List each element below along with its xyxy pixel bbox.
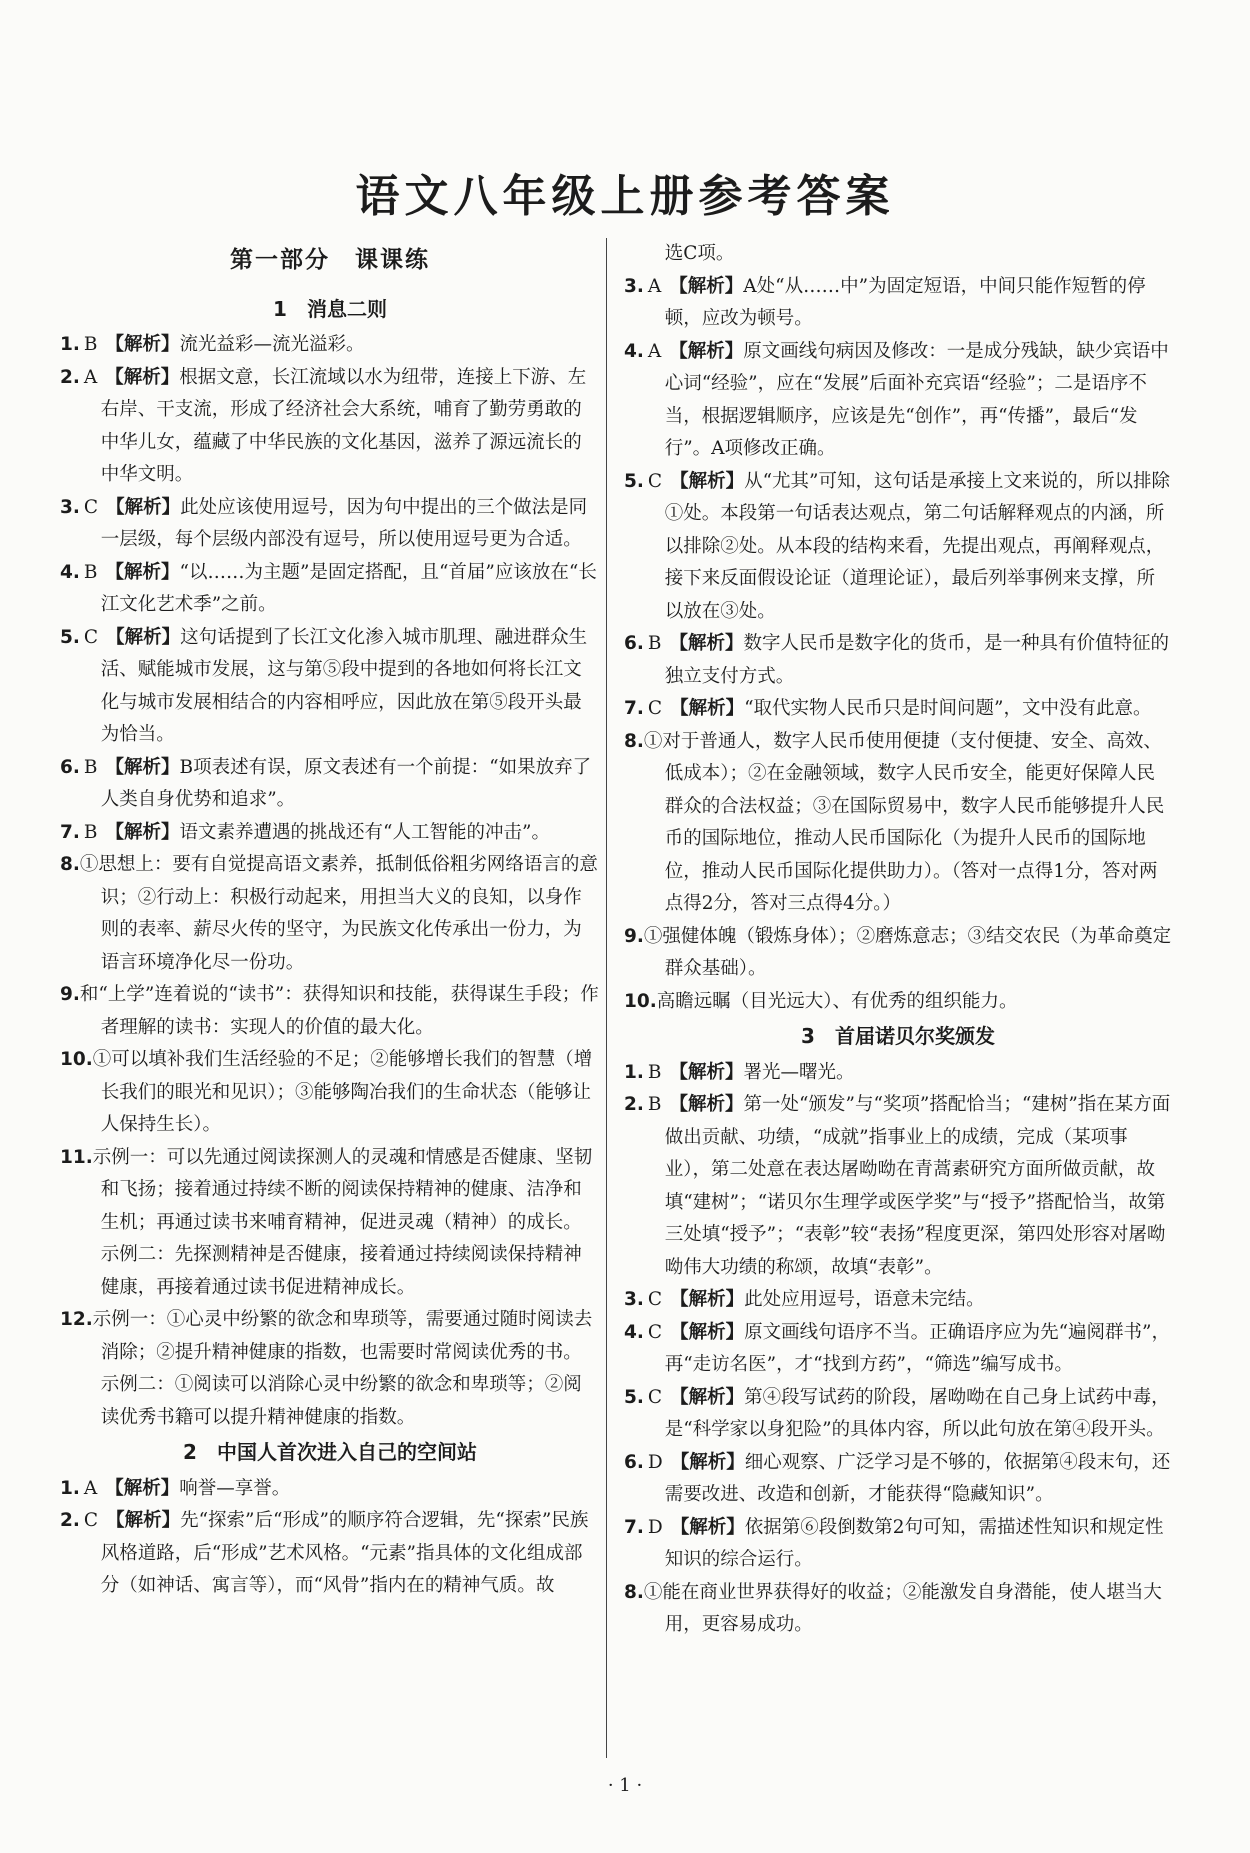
left-column <box>60 238 600 1603</box>
answer-number: 5. <box>624 1386 644 1408</box>
answer-text: ①能在商业世界获得好的收益；②能激发自身潜能，使人堪当大用，更容易成功。 <box>643 1581 1162 1635</box>
answer-text: 示例一：①心灵中纷繁的欲念和卑琐等，需要通过随时阅读去消除；②提升精神健康的指数，也需要时常阅读优秀的书。 <box>92 1309 593 1363</box>
answer-option: A <box>83 1477 98 1499</box>
analysis-tag: 【解析】 <box>669 340 744 362</box>
analysis-tag: 【解析】 <box>105 334 180 355</box>
answer-text: 流光益彩—流光溢彩。 <box>179 334 365 355</box>
answer-item <box>60 1044 600 1142</box>
answer-text: 从“尤其”可知，这句话是承接上文来说的，所以排除①处。本段第一句话表达观点，第二句话解释观点的内涵，所以排除②处。从本段的结构来看，先提出观点，再阐释观点，接下来反面假设论证（道理论证），最后列举事例来支撑，所以放在③处。 <box>664 470 1170 622</box>
answer-item <box>60 1505 600 1603</box>
answer-item <box>624 1284 1172 1317</box>
answer-text: 高瞻远瞩（目光远大）、有优秀的组织能力。 <box>656 990 1018 1012</box>
answer-text: “取代实物人民币只是时间问题”，文中没有此意。 <box>744 698 1152 719</box>
answer-text: 原文画线句语序不当。正确语序应为先“遍阅群书”，再“走访名医”，才“找到方药”，“筛选”编写成书。 <box>664 1321 1170 1375</box>
answer-option: D <box>647 1451 663 1473</box>
answer-text: 和“上学”连着说的“读书”：获得知识和技能，获得谋生手段；作者理解的读书：实现人的价值的最大化。 <box>79 984 599 1038</box>
answer-text: 这句话提到了长江文化渗入城市肌理、融进群众生活、赋能城市发展，这与第⑤段中提到的各地如何将长江文化与城市发展相结合的内容相呼应，因此放在第⑤段开头最为恰当。 <box>100 626 588 745</box>
analysis-tag: 【解析】 <box>105 1477 180 1499</box>
answer-item <box>624 466 1172 629</box>
answer-option: B <box>83 334 98 355</box>
answer-item <box>624 986 1172 1019</box>
answer-number: 8. <box>60 854 80 875</box>
page-number: · 1 · <box>607 1775 643 1796</box>
lesson-heading-1: 1 消息二则 <box>273 296 387 321</box>
answer-number: 7. <box>624 698 644 719</box>
answer-number: 7. <box>60 821 80 843</box>
analysis-tag: 【解析】 <box>105 756 180 778</box>
answer-item <box>624 1057 1172 1090</box>
answer-item <box>60 817 600 850</box>
answer-text: 此处应用逗号，语意未完结。 <box>744 1289 985 1310</box>
answer-text: 细心观察、广泛学习是不够的，依据第④段末句，还需要改进、改造和创新，才能获得“隐藏知识”。 <box>664 1451 1171 1505</box>
answer-number: 2. <box>60 1510 80 1531</box>
answer-example: 示例二：①阅读可以消除心灵中纷繁的欲念和卑琐等；②阅读优秀书籍可以提升精神健康的指数。 <box>100 1374 582 1428</box>
answer-option: D <box>647 1516 663 1538</box>
analysis-tag: 【解析】 <box>669 275 744 297</box>
answer-number: 11. <box>60 1146 93 1168</box>
answer-text: 第一处“颁发”与“奖项”搭配恰当；“建树”指在某方面做出贡献、功绩，“成就”指事业上的成绩，完成（某项事业），第二处意在表达屠呦呦在青蒿素研究方面所做贡献，故填“建树”；“诺贝尔生理学或医学奖”与“授予”搭配恰当，故第三处填“授予”；“表彰”较“表扬”程度更深，第四处形容对屠呦呦伟大功绩的称颂，故填“表彰”。 <box>664 1094 1171 1278</box>
analysis-tag: 【解析】 <box>670 1289 745 1310</box>
answer-number: 3. <box>60 496 80 518</box>
analysis-tag: 【解析】 <box>670 1386 745 1408</box>
analysis-tag: 【解析】 <box>105 821 180 843</box>
answer-number: 6. <box>624 1451 644 1473</box>
answer-option: C <box>83 626 99 648</box>
answer-item <box>60 622 600 752</box>
answer-option: C <box>647 1321 663 1343</box>
analysis-tag: 【解析】 <box>670 1516 745 1538</box>
analysis-tag: 【解析】 <box>669 1061 744 1083</box>
analysis-tag: 【解析】 <box>669 1094 744 1115</box>
answer-item <box>624 628 1172 693</box>
answer-item <box>624 693 1172 726</box>
answer-option: B <box>83 561 98 583</box>
answer-item <box>624 1447 1172 1512</box>
answer-number: 2. <box>624 1094 644 1115</box>
answer-number: 1. <box>60 1477 80 1499</box>
answer-number: 10. <box>60 1049 93 1070</box>
analysis-tag: 【解析】 <box>670 470 745 492</box>
answer-example: 示例二：先探测精神是否健康，接着通过持续阅读保持精神健康，再接着通过读书促进精神成长。 <box>100 1244 582 1298</box>
analysis-tag: 【解析】 <box>670 1321 745 1343</box>
answer-option: C <box>647 1289 663 1310</box>
analysis-tag: 【解析】 <box>669 633 744 654</box>
answer-number: 9. <box>60 984 80 1005</box>
answer-number: 3. <box>624 275 644 297</box>
answer-option: A <box>647 340 662 362</box>
answer-text: ①对于普通人，数字人民币使用便捷（支付便捷、安全、高效、低成本）；②在金融领域，数字人民币安全，能更好保障人民群众的合法权益；③在国际贸易中，数字人民币能够提升人民币的国际地位，推动人民币国际化（为提升人民币的国际地位，推动人民币国际化提供助力）。（答对一点得1分，答对两点得2分，答对三点得4分。） <box>643 730 1165 914</box>
answer-number: 1. <box>60 334 80 355</box>
answer-item <box>624 336 1172 466</box>
answer-number: 5. <box>60 626 80 648</box>
answer-option: B <box>83 821 98 843</box>
answer-option: C <box>83 1510 99 1531</box>
answer-number: 2. <box>60 366 80 388</box>
answer-number: 1. <box>624 1061 644 1083</box>
answer-text: 语文素养遭遇的挑战还有“人工智能的冲击”。 <box>179 821 550 843</box>
answer-number: 3. <box>624 1289 644 1310</box>
answer-item <box>60 362 600 492</box>
analysis-tag: 【解析】 <box>105 366 180 388</box>
answer-number: 4. <box>624 1321 644 1343</box>
answer-number: 8. <box>624 730 644 752</box>
answer-option: B <box>647 1094 662 1115</box>
answer-item <box>624 271 1172 336</box>
answer-text: ①可以填补我们生活经验的不足；②能够增长我们的智慧（增长我们的眼光和见识）；③能够陶冶我们的生命状态（能够让人保持生长）。 <box>92 1049 593 1135</box>
answer-option: A <box>647 275 662 297</box>
answer-item <box>60 557 600 622</box>
answer-text: 原文画线句病因及修改：一是成分残缺，缺少宾语中心词“经验”，应在“发展”后面补充宾语“经验”；二是语序不当，根据逻辑顺序，应该是先“创作”，再“传播”，最后“发行”。A项修改正确。 <box>664 340 1169 459</box>
answer-number: 12. <box>60 1309 93 1330</box>
answer-item <box>60 849 600 979</box>
answer-option: B <box>647 1061 662 1083</box>
answer-number: 9. <box>624 925 644 947</box>
answer-item <box>624 1577 1172 1642</box>
answer-item <box>60 492 600 557</box>
answer-item <box>60 329 600 362</box>
answer-item <box>624 921 1172 986</box>
answer-text: B项表述有误，原文表述有一个前提：“如果放弃了人类自身优势和追求”。 <box>100 756 592 810</box>
answer-item <box>60 1142 600 1240</box>
answer-option: C <box>647 470 663 492</box>
right-column <box>624 238 1172 1642</box>
answer-number: 10. <box>624 990 657 1012</box>
answer-number: 5. <box>624 470 644 492</box>
answer-item <box>624 1512 1172 1577</box>
answer-text: 根据文意，长江流域以水为纽带，连接上下游、左右岸、干支流，形成了经济社会大系统，哺育了勤劳勇敢的中华儿女，蕴藏了中华民族的文化基因，滋养了源远流长的中华文明。 <box>100 366 587 485</box>
answer-number: 4. <box>60 561 80 583</box>
answer-option: C <box>647 698 663 719</box>
answer-item <box>60 979 600 1044</box>
answer-option: C <box>83 496 99 518</box>
answer-option: C <box>647 1386 663 1408</box>
answer-number: 7. <box>624 1516 644 1538</box>
answer-number: 6. <box>624 633 644 654</box>
answer-item <box>624 1317 1172 1382</box>
answer-item <box>60 752 600 817</box>
answer-text: 依据第⑥段倒数第2句可知，需描述性知识和规定性知识的综合运行。 <box>664 1516 1164 1570</box>
lesson-heading-3: 3 首届诺贝尔奖颁发 <box>801 1024 995 1048</box>
answer-number: 8. <box>624 1581 644 1603</box>
answer-option: B <box>647 633 662 654</box>
answer-text: A处“从……中”为固定短语，中间只能作短暂的停顿，应改为顿号。 <box>664 275 1146 329</box>
analysis-tag: 【解析】 <box>106 1510 181 1531</box>
answer-option: A <box>83 366 98 388</box>
analysis-tag: 【解析】 <box>670 1451 745 1473</box>
answer-text: 数字人民币是数字化的货币，是一种具有价值特征的独立支付方式。 <box>664 633 1170 687</box>
answer-text: 第④段写试药的阶段，屠呦呦在自己身上试药中毒，是“科学家以身犯险”的具体内容，所以此句放在第④段开头。 <box>664 1386 1170 1440</box>
answer-text: “以……为主题”是固定搭配，且“首届”应该放在“长江文化艺术季”之前。 <box>100 561 597 615</box>
answer-option: B <box>83 756 98 778</box>
analysis-tag: 【解析】 <box>105 561 180 583</box>
answer-item <box>624 1382 1172 1447</box>
analysis-tag: 【解析】 <box>106 626 181 648</box>
answer-item <box>60 1473 600 1506</box>
answer-item <box>624 1089 1172 1284</box>
answer-text: 响誉—享誉。 <box>179 1477 291 1499</box>
answer-text: 示例一：可以先通过阅读探测人的灵魂和情感是否健康、坚韧和飞扬；接着通过持续不断的阅读保持精神的健康、洁净和生机；再通过读书来哺育精神，促进灵魂（精神）的成长。 <box>92 1146 593 1233</box>
answer-number: 4. <box>624 340 644 362</box>
analysis-tag: 【解析】 <box>670 698 745 719</box>
part-heading: 第一部分 课课练 <box>230 247 430 273</box>
answer-text: 此处应该使用逗号，因为句中提出的三个做法是同一层级，每个层级内部没有逗号，所以使用逗号更为合适。 <box>100 496 588 550</box>
page-title: 语文八年级上册参考答案 <box>355 171 895 222</box>
lesson-heading-2: 2 中国人首次进入自己的空间站 <box>183 1440 477 1464</box>
answer-item <box>60 1304 600 1369</box>
continuation-text: 选C项。 <box>664 243 735 264</box>
answer-text: 署光—曙光。 <box>743 1061 855 1083</box>
answer-text: 先“探索”后“形成”的顺序符合逻辑，先“探索”民族风格道路，后“形成”艺术风格。“元素”指具体的文化组成部分（如神话、寓言等），而“风骨”指内在的精神气质。故 <box>100 1510 589 1596</box>
answer-text: ①强健体魄（锻炼身体）；②磨炼意志；③结交农民（为革命奠定群众基础）。 <box>643 925 1172 979</box>
answer-number: 6. <box>60 756 80 778</box>
column-divider <box>606 238 607 1758</box>
answer-text: ①思想上：要有自觉提高语文素养，抵制低俗粗劣网络语言的意识；②行动上：积极行动起来，用担当大义的良知，以身作则的表率、薪尽火传的坚守，为民族文化传承出一份力，为语言环境净化尽一份功。 <box>79 854 598 973</box>
analysis-tag: 【解析】 <box>106 496 181 518</box>
answer-item <box>624 726 1172 921</box>
